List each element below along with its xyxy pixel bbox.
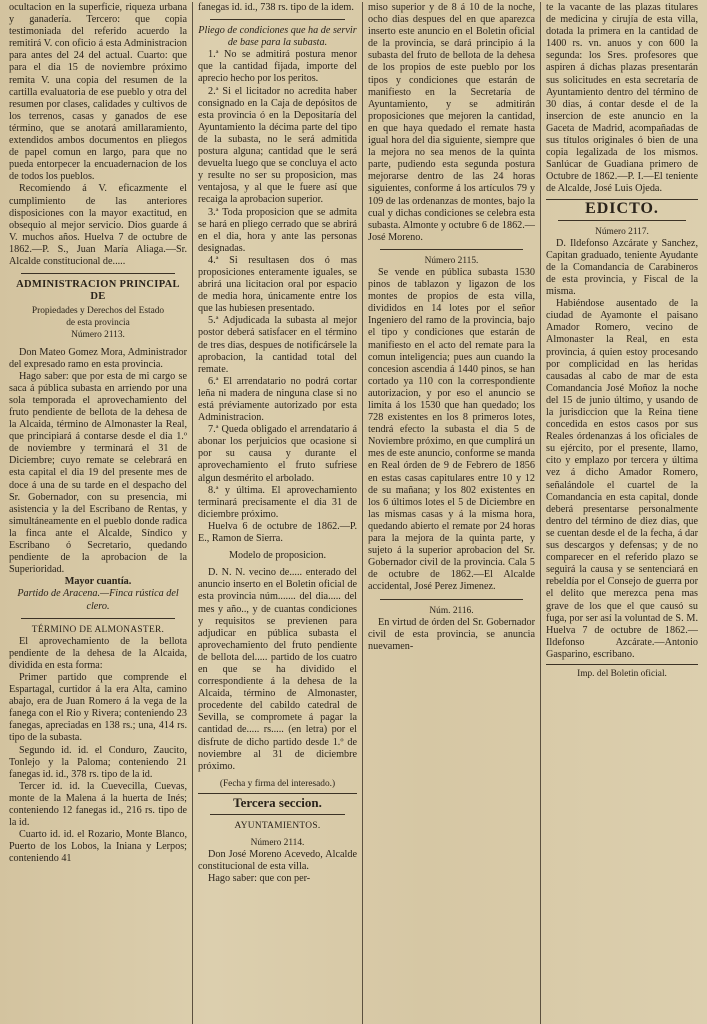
paragraph: Habiéndose ausentado de la ciudad de Ayamonte el paisano Amador Romero, vecino de Almonaster la Real, en esta provincia, á quien estoy procesando por complicidad en las heridas causadas al cabo de mar de esta Comandancia José Moñoz la noche del 15 de junio último, y usando de la jurisdiccion que la Reina tiene concedida en estos casos por sus Reales órdenanzas á los oficiales de su ejército, por el presente, llamo, cito y emplazo por tercera y última vez á dicho Amador Romero, señalándole el cuartel de la Comandancia en esta capital, donde deberá presentarse personalmente dentro del término de diez dias, que se cuentan desde el de la fecha, á dar sus descargos y defensas; y de no comparecer en el referido plazo se seguirá la causa y se sentenciará en rebeldía por el Consejo de guerra por el delito que merezca pena mas grave de los que el que causó su fuga, por ser así la voluntad de S. M. Huelva 7 de octubre de 1862.—Ildefonso Azcárate.—Antonio Gasparino, escribano. — [546, 298, 698, 660]
paragraph: En virtud de órden del Sr. Gobernador civil de esta provincia, se anuncia nuevamen- — [368, 616, 535, 652]
column-4 — [541, 2, 703, 1024]
section-title: Tercera seccion. — [233, 794, 322, 810]
condition: 7.ª Queda obligado el arrendatario á abonar los perjuicios que ocasione si por su causa y durante el aprovechamiento el fruto sufriese algun desmérito el arbolado. — [198, 424, 357, 484]
divider — [21, 273, 175, 274]
paragraph: D. N. N. vecino de..... enterado del anuncio inserto en el Boletin oficial de esta provincia núm....... del dia..... del mes y año.., y de cuantas condiciones y requisitos se previenen para adjudicar en pública subasta el aprovechamiento del fruto pendiente de bellota del..... partido de los cuatro en que se ha dividido el correspondiente á la dehesa de la Alcaida, término de Almonaster, procedente del cabildo catedral de Sevilla, se compromete á pagar la cantidad de..... rs..... (en letra) por el disfrute de dicho partido desde 1.º de noviembre al 31 de diciembre próximo. — [198, 567, 357, 772]
imprint: Imp. del Boletin oficial. — [577, 668, 667, 679]
condition: 5.ª Adjudicada la subasta al mejor postor deberá satisfacer en el término de tres dias, despues de notificársele la aprobacion, la cantidad total del remate. — [198, 315, 357, 375]
paragraph: D. Ildefonso Azcárate y Sanchez, Capitan graduado, teniente Ayudante de la Comandancia de Carabineros de esta provincia, y Fiscal de la misma. — [546, 237, 698, 298]
column-1 — [4, 2, 193, 1024]
divider — [380, 599, 523, 600]
subheading: Modelo de proposicion. — [228, 550, 327, 562]
paragraph: El aprovechamiento de la bellota pendiente de la dehesa de la Alcaida, dividida en esta forma: — [9, 635, 187, 671]
condition: 6.ª El arrendatario no podrá cortar leña ni madera de ninguna clase si no está préviamente autorizado por esta Administracion. — [198, 375, 357, 424]
notice-number: Número 2115. — [424, 255, 479, 266]
divider — [198, 793, 357, 794]
column-2 — [193, 2, 363, 1024]
signature-note: (Fecha y firma del interesado.) — [219, 778, 336, 789]
paragraph: Segundo id. id. el Conduro, Zaucito, Tonlejo y la Paloma; conteniendo 21 fanegas id. id., 378 rs. tipo de la id. — [9, 744, 187, 780]
section-subtitle: Propiedades y Derechos del Estado — [31, 306, 165, 317]
condition: 1.ª No se admitirá postura menor que la cantidad fijada, importe del aprecio hecho por los peritos. — [198, 49, 357, 85]
section-title: ADMINISTRACION PRINCIPAL DE — [16, 279, 180, 303]
paragraph: Don Mateo Gomez Mora, Administrador del expresado ramo en esta provincia. — [9, 346, 187, 370]
subheading: AYUNTAMIENTOS. — [234, 821, 321, 831]
paragraph: Hago saber: que por esta de mi cargo se saca á pública subasta en arriendo por una sola temporada el aprovechamiento del fruto pendiente de bellota de la dehesa de la Alcaida, término de Almonaster la Real, que principiará á contarse desde el dia 1.º de noviembre y terminará el 31 de Diciembre; cuyo remate se celebrará en esta capital el dia 19 del presente mes de doce á una de su tarde en el despacho del Sr. Gobernador, con su presencia, mi asistencia y la del Escribano de Rentas, y simultáneamente en el pueblo donde radica la finca ante el Alcalde, Síndico y Escribano ó Secretario, quedando pendiente de la aprobacion de la Superioridad. — [9, 370, 187, 576]
divider — [546, 664, 698, 665]
notice-number: Núm. 2116. — [429, 605, 474, 616]
subheading: Pliego de condiciones que ha de servir de base para la subasta. — [198, 25, 357, 49]
column-3 — [363, 2, 541, 1024]
condition: 4.ª Si resultasen dos ó mas proposiciones enteramente iguales, se abrirá una licitacion oral por espacio de media hora, únicamente entre los que las hubiesen presentado. — [198, 254, 357, 315]
paragraph: ocultacion en la superficie, riqueza urbana y ganadería. Tercero: que copia testimoniada del referido acuerdo la remitirá V. con oficio á esta Administracion para antes del 24 del actual. Cuarto: que para el dia 15 de noviembre próximo remita V. una copia del resumen de la cartilla evaluatoria de ese pueblo y otra del resumen por clases, calidades y cultivos de los terrenos, casas y ganados de ese término, que se anotará amillaramiento, extendidos ambos documentos en pliegos de papel comun en largo, para que no pueda entorpecer la encuadernacion de los de todos los pueblos. — [9, 2, 187, 183]
condition: 8.ª y última. El aprovechamiento terminará precisamente el dia 31 de diciembre próximo. — [198, 484, 357, 520]
signature: Huelva 6 de octubre de 1862.—P. E., Ramon de Sierra. — [198, 520, 357, 545]
paragraph: Tercer id. id. la Cuevecilla, Cuevas, monte de la Malena á la huerta de Inés; conteniendo 12 fanegas id., 216 rs. tipo de la id. — [9, 780, 187, 829]
paragraph: Don José Moreno Acevedo, Alcalde constitucional de esta villa. — [198, 849, 357, 873]
section-subtitle: de esta provincia — [66, 318, 130, 329]
notice-number: Número 2117. — [595, 226, 649, 237]
notice-number: Número 2113. — [71, 330, 125, 341]
section-title: EDICTO. — [585, 199, 659, 217]
paragraph: Recomiendo á V. eficazmente el cumplimiento de las anteriores disposiciones con la mayor exactitud, en obsequio al mejor servicio. Dios guarde á V. muchos años. Huelva 7 de octubre de 1862.—P. S., Juan María Aliaga.—Sr. Alcalde constitucional de..... — [9, 183, 187, 267]
divider — [21, 618, 175, 619]
columns — [4, 2, 703, 1024]
paragraph: miso superior y de 8 á 10 de la noche, ocho dias despues del en que aparezca inserto este anuncio en el Boletin oficial de la provincia, se dará principio á la subasta del fruto de bellota de la dehesa de los propios de este pueblo por los tipos y condiciones que estarán de manifiesto en la Secretaría de Ayuntamiento, y se admitirán proposiciones que mejoren la cantidad, en que haya quedado el remate hasta igual hora del dia siguiente, siempre que la mejora no sea menos de la quinta parte, pudiendo esta segunda postura mejorarse dentro de las 24 horas siguientes, conforme á los artículos 79 y 109 de las ordenanzas de montes, bajo la cual y dichas condiciones se celebra esta subasta. Almonte y octubre 6 de 1862.—José Moreno. — [368, 2, 535, 243]
divider — [210, 19, 345, 20]
subheading: Partido de Aracena.—Finca rústica del clero. — [17, 588, 179, 612]
paragraph: Se vende en pública subasta 1530 pinos de tablazon y ligazon de los montes de propios de esta villa, divididos en 14 lotes por el señor Ingeniero del ramo de la provincia, bajo el tipo y condiciones que estarán de manifiesto en el acto del remate para la comun inteligencia; pues aun cuando la concesion ascendia á 1440 pinos, se han cortado ya 110 con la correspondiente autorizacion, y por eso el anuncio se limita á los 1530 que han quedado; los 728 existentes en los 8 primeros lotes, tendrá efecto la subasta el dia 5 de Noviembre próximo, en que cumplirá un mes de este anuncio, conforme se manda en Real órden de 9 de Febrero de 1856 en estas casas capitulares entre 10 y 12 de su mañana; y los 802 existentes en los 6 últimos lotes el 5 de Diciembre en las mismas casas y á la misma hora, quedando abierto el remate por 24 horas para la mejora de la quinta parte, y sujeto á la superior aprobacion del Sr. Gobernador civil de la provincia. Cala 5 de octubre de 1862.—El Alcalde accidental, José Perez Jimenez. — [368, 266, 535, 593]
notice-number: Número 2114. — [250, 838, 305, 849]
condition: 2.ª Si el licitador no acredita haber consignado en la Caja de depósitos de esta provincia ó en la Depositaría del Ayuntamiento la décima parte del tipo de la subasta, no le será admitida postura alguna; cantidad que le será devuelta luego que se concluya el acto y resulte no ser su proposicion, mas ventajosa, y al que le fuere así que recaiga la aprobacion superior. — [198, 85, 357, 206]
subheading: TÉRMINO DE ALMONASTER. — [31, 624, 165, 635]
divider — [210, 814, 345, 815]
condition: 3.ª Toda proposicion que se admita se hará en pliego cerrado que se abrirá en el dia, hora y ante las personas designadas. — [198, 206, 357, 254]
divider — [558, 220, 686, 221]
paragraph: te la vacante de las plazas titulares de medicina y cirujía de esta villa, dotada la primera en la cantidad de 1400 rs. vn. anuos y con 600 la segunda: los Sres. profesores que aspiren á dichas plazas presentarán sus solicitudes en esta secretaría de Ayuntamiento dentro del término de 30 dias, á contar desde el de la insercion de este anuncio en la Gaceta de Madrid, acompañadas de sus títulos originales ó bien de una copia legalizada de los mismos. Sanlúcar de Guadiana primero de Octubre de 1862.—P. I.—El teniente de Alcalde, José Luis Ojeda. — [546, 2, 698, 195]
paragraph: Cuarto id. id. el Rozario, Monte Blanco, Puerto de los Lobos, la Iniana y Lerpos; conteniendo 41 — [9, 829, 187, 865]
subheading: Mayor cuantía. — [64, 576, 132, 588]
paragraph: Primer partido que comprende el Espartagal, curtidor á la era Alta, camino abajo, era de Juan Romero á la vega de la fanega con el Rio y Rivera; conteniendo 23 fanegas, apreciadas en 138 rs.; una, 414 rs. tipo de la subasta. — [9, 671, 187, 744]
divider — [380, 249, 523, 250]
paragraph: fanegas id. id., 738 rs. tipo de la idem. — [198, 2, 354, 13]
paragraph: Hago saber: que con per- — [208, 873, 311, 885]
